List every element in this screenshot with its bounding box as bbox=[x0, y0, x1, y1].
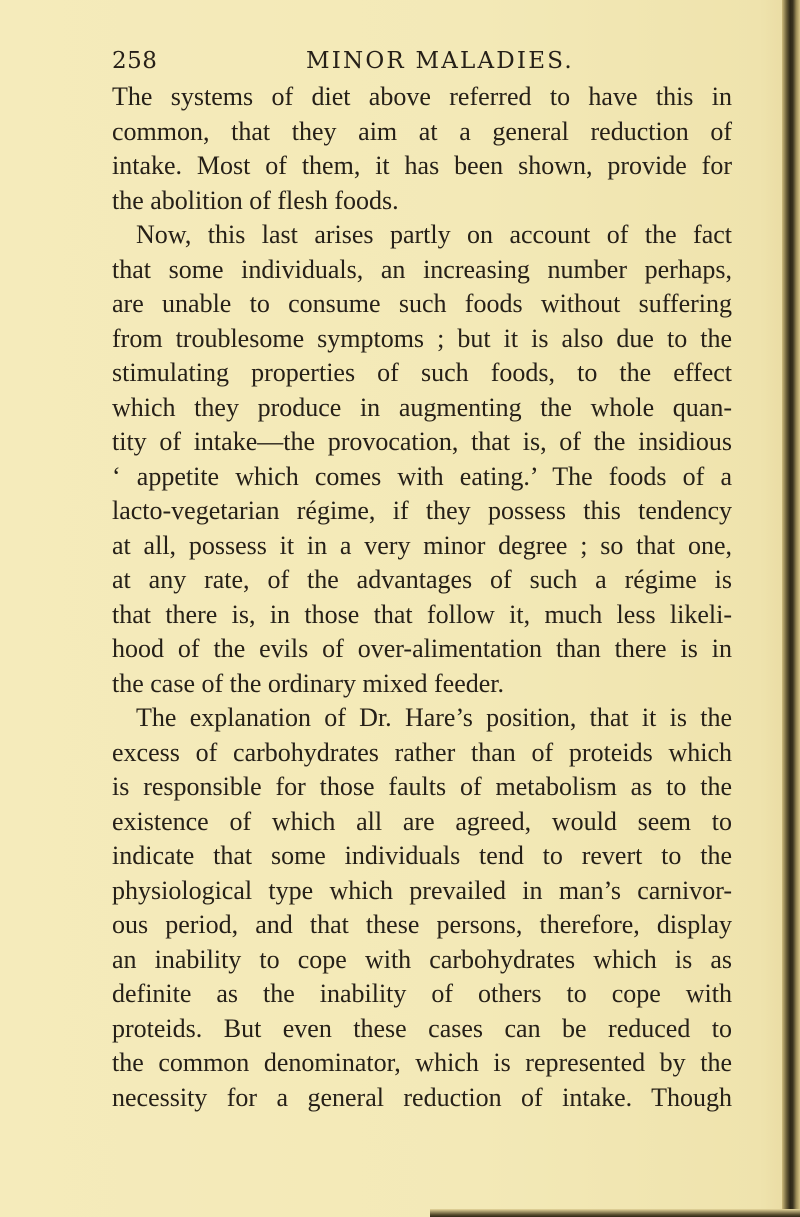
page-number: 258 bbox=[112, 48, 158, 74]
text-line: the case of the ordinary mixed feeder. bbox=[112, 668, 504, 698]
text-line: that some individuals, an increasing number perhaps, bbox=[112, 254, 732, 284]
book-spine-edge bbox=[782, 0, 800, 1217]
text-line: The explanation of Dr. Hare’s position, that it is the bbox=[136, 703, 732, 732]
text-line: The systems of diet above referred to have this in bbox=[112, 82, 732, 111]
text-line: necessity for a general reduction of intake. Though bbox=[112, 1082, 732, 1112]
text-line: are unable to consume such foods without suffering bbox=[112, 289, 732, 318]
text-line: tity of intake—the provocation, that is, of the insidious bbox=[112, 427, 732, 456]
text-line: that there is, in those that follow it, much less likeli- bbox=[112, 599, 732, 629]
text-line: at all, possess it in a very minor degree ; so that one, bbox=[112, 530, 732, 560]
text-line: from troublesome symptoms ; but it is also due to the bbox=[112, 323, 732, 353]
text-line: at any rate, of the advantages of such a régime is bbox=[112, 565, 732, 594]
text-line: proteids. But even these cases can be reduced to bbox=[112, 1013, 732, 1043]
body-text bbox=[112, 80, 732, 1115]
text-line: lacto-vegetarian régime, if they possess this tendency bbox=[112, 496, 732, 525]
text-line: common, that they aim at a general reduction of bbox=[112, 116, 732, 146]
text-line: definite as the inability of others to cope with bbox=[112, 979, 732, 1008]
running-head: MINOR MALADIES. bbox=[306, 48, 574, 74]
text-line: hood of the evils of over-alimentation than there is in bbox=[112, 634, 732, 663]
text-line: existence of which all are agreed, would seem to bbox=[112, 806, 732, 836]
text-line: indicate that some individuals tend to revert to the bbox=[112, 841, 732, 870]
page-bottom-edge bbox=[430, 1209, 800, 1217]
text-line: an inability to cope with carbohydrates which is as bbox=[112, 944, 732, 974]
text-line: intake. Most of them, it has been shown, provide for bbox=[112, 151, 732, 180]
text-line: the abolition of flesh foods. bbox=[112, 185, 399, 215]
text-line: is responsible for those faults of metabolism as to the bbox=[112, 772, 732, 801]
text-line: ous period, and that these persons, therefore, display bbox=[112, 910, 732, 939]
text-line: stimulating properties of such foods, to the effect bbox=[112, 358, 732, 387]
text-line: physiological type which prevailed in man’s carnivor- bbox=[112, 875, 732, 905]
text-line: the common denominator, which is represented by the bbox=[112, 1048, 732, 1077]
text-line: ‘ appetite which comes with eating.’ The foods of a bbox=[112, 461, 732, 491]
text-line: Now, this last arises partly on account of the fact bbox=[136, 220, 732, 249]
text-line: excess of carbohydrates rather than of proteids which bbox=[112, 737, 732, 767]
text-line: which they produce in augmenting the whole quan- bbox=[112, 392, 732, 422]
